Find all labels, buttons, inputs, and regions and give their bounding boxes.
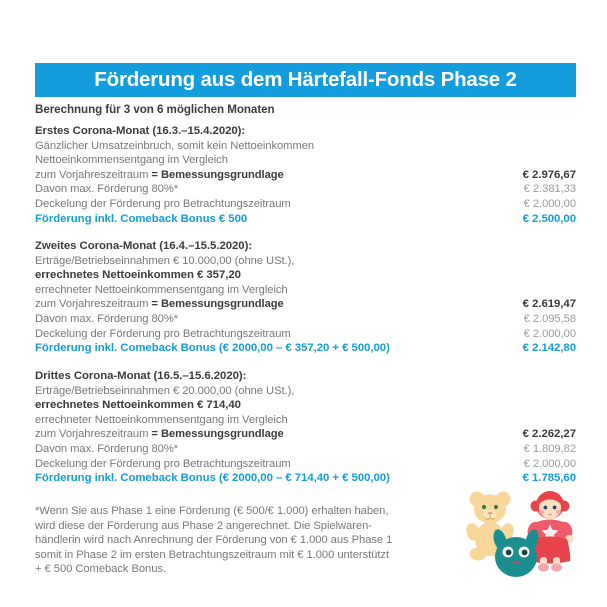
toys-illustration xyxy=(466,487,586,587)
row-label: Davon max. Förderung 80%* xyxy=(35,312,179,325)
page-title: Förderung aus dem Härtefall-Fonds Phase 2 xyxy=(94,67,517,91)
row-value: € 2.000,00 xyxy=(523,327,576,340)
table-row xyxy=(35,283,576,298)
row-label-total: Förderung inkl. Comeback Bonus (€ 2000,00 – € 714,40 + € 500,00) xyxy=(35,472,390,485)
row-value: € 1.809,82 xyxy=(523,442,576,455)
block-heading: Erstes Corona-Monat (16.3.–15.4.2020): xyxy=(35,125,246,137)
table-row xyxy=(35,384,576,399)
footnote-line: + € 500 Comeback Bonus. xyxy=(35,563,167,576)
row-label: Gänzlicher Umsatzeinbruch, somit kein Nettoeinkommen xyxy=(35,139,315,152)
row-label-emphasis: = Bemessungsgrundlage xyxy=(151,428,284,441)
table-row xyxy=(35,197,576,212)
row-label: Davon max. Förderung 80%* xyxy=(35,183,179,196)
block-heading-row xyxy=(35,239,576,254)
table-row xyxy=(35,457,576,472)
block-heading-row xyxy=(35,369,576,384)
subtitle: Berechnung für 3 von 6 möglichen Monaten xyxy=(35,103,275,116)
row-value: € 2.262,27 xyxy=(522,428,576,441)
row-value: € 2.381,33 xyxy=(523,183,576,196)
row-value-total: € 2.142,80 xyxy=(522,342,576,355)
row-label-emphasis: = Bemessungsgrundlage xyxy=(151,168,284,181)
table-row xyxy=(35,168,576,183)
row-label: Davon max. Förderung 80%* xyxy=(35,442,179,455)
footnote-line: wird diese der Förderung aus Phase 2 angerechnet. Die Spielwaren- xyxy=(35,519,372,532)
table-row xyxy=(35,182,576,197)
row-label-total: Förderung inkl. Comeback Bonus € 500 xyxy=(35,212,248,225)
table-row xyxy=(35,139,576,154)
row-value: € 2.976,67 xyxy=(522,168,576,181)
footnote xyxy=(35,504,455,577)
month-block-3 xyxy=(35,369,576,486)
table-row xyxy=(35,442,576,457)
row-label: errechneter Nettoeinkommensentgang im Vergleich xyxy=(35,283,288,296)
row-label: Deckelung der Förderung pro Betrachtungszeitraum xyxy=(35,457,291,470)
table-row xyxy=(35,427,576,442)
row-value: € 2.000,00 xyxy=(523,197,576,210)
table-row xyxy=(35,398,576,413)
table-row xyxy=(35,297,576,312)
table-row xyxy=(35,254,576,269)
table-row-total xyxy=(35,341,576,356)
row-label: Deckelung der Förderung pro Betrachtungszeitraum xyxy=(35,327,291,340)
row-value: € 2.619,47 xyxy=(522,298,576,311)
row-label: Nettoeinkommensentgang im Vergleich xyxy=(35,154,228,167)
table-row-total xyxy=(35,212,576,227)
row-label-emphasis: errechnetes Nettoeinkommen € 714,40 xyxy=(35,399,241,412)
table-row xyxy=(35,153,576,168)
row-label: Erträge/Betriebseinnahmen € 10.000,00 (ohne USt.), xyxy=(35,254,295,267)
block-heading-row xyxy=(35,124,576,139)
row-label-plain: zum Vorjahreszeitraum xyxy=(35,298,152,311)
table-row xyxy=(35,312,576,327)
row-label-emphasis: errechnetes Nettoeinkommen € 357,20 xyxy=(35,269,241,282)
row-label-emphasis: = Bemessungsgrundlage xyxy=(151,298,284,311)
block-heading: Zweites Corona-Monat (16.4.–15.5.2020): xyxy=(35,240,253,252)
table-row xyxy=(35,327,576,342)
row-value: € 2.000,00 xyxy=(523,457,576,470)
table-row xyxy=(35,413,576,428)
row-label-total: Förderung inkl. Comeback Bonus (€ 2000,00 – € 357,20 + € 500,00) xyxy=(35,342,390,355)
month-block-2 xyxy=(35,239,576,356)
month-block-1 xyxy=(35,124,576,226)
row-label-plain: zum Vorjahreszeitraum xyxy=(35,428,152,441)
footnote-line: *Wenn Sie aus Phase 1 eine Förderung (€ 500/€ 1.000) erhalten haben, xyxy=(35,505,389,517)
plush-bunny-icon xyxy=(491,528,541,577)
row-label xyxy=(35,427,284,442)
row-label xyxy=(35,297,284,312)
row-label xyxy=(35,168,284,183)
row-label: errechneter Nettoeinkommensentgang im Vergleich xyxy=(35,413,288,426)
table-row xyxy=(35,268,576,283)
header-bar xyxy=(35,63,576,97)
block-heading: Drittes Corona-Monat (16.5.–15.6.2020): xyxy=(35,370,247,382)
table-row-total xyxy=(35,471,576,486)
footnote-line: somit in Phase 2 im ersten Betrachtungszeitraum mit € 1.000 unterstützt xyxy=(35,548,389,561)
row-value-total: € 1.785,60 xyxy=(522,472,576,485)
footnote-line: händlerin wird nach Anrechnung der Förderung von € 1.000 aus Phase 1 xyxy=(35,534,393,547)
row-label-plain: zum Vorjahreszeitraum xyxy=(35,168,152,181)
row-value-total: € 2.500,00 xyxy=(522,212,576,225)
row-label: Erträge/Betriebseinnahmen € 20.000,00 (ohne USt.), xyxy=(35,384,295,397)
row-value: € 2.095,58 xyxy=(523,312,576,325)
row-label: Deckelung der Förderung pro Betrachtungszeitraum xyxy=(35,197,291,210)
